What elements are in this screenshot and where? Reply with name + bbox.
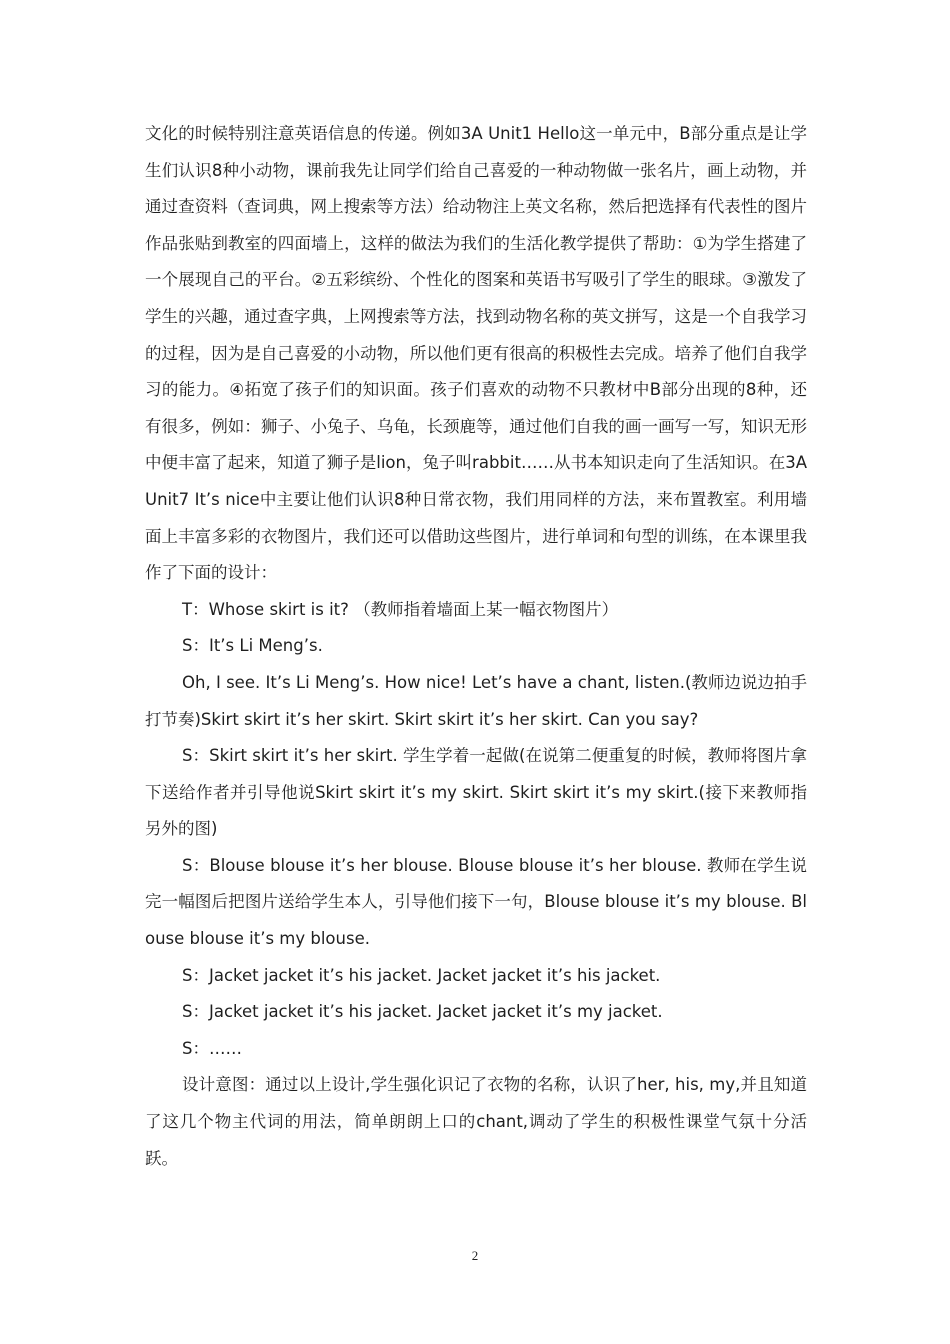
paragraph-student-blouse: S：Blouse blouse it’s her blouse. Blouse blouse it’s her blouse. 教师在学生说完一幅图后把图片送给学生本人，引导他们接下一句，Blouse blouse it’s my blouse. Blouse blouse it’s my blouse. (145, 855, 807, 949)
paragraph-design-intent: 设计意图：通过以上设计,学生强化识记了衣物的名称，认识了her, his, my,并且知道了这几个物主代词的用法，简单朗朗上口的chant,调动了学生的积极性课堂气氛十分活跃。 (145, 1075, 807, 1168)
paragraph-student-jacket-his: S：Jacket jacket it’s his jacket. Jacket jacket it’s his jacket. (182, 965, 661, 985)
document-body (145, 116, 807, 1177)
paragraph-intro: 文化的时候特别注意英语信息的传递。例如3A Unit1 Hello这一单元中，B部分重点是让学生们认识8种小动物，课前我先让同学们给自己喜爱的一种动物做一张名片，画上动物，并通过查资料（查词典，网上搜索等方法）给动物注上英文名称，然后把选择有代表性的图片作品张贴到教室的四面墙上，这样的做法为我们的生活化教学提供了帮助：①为学生搭建了一个展现自己的平台。②五彩缤纷、个性化的图案和英语书写吸引了学生的眼球。③激发了学生的兴趣，通过查字典，上网搜索等方法，找到动物名称的英文拼写，这是一个自我学习的过程，因为是自己喜爱的小动物，所以他们更有很高的积极性去完成。培养了他们自我学习的能力。④拓宽了孩子们的知识面。孩子们喜欢的动物不只教材中B部分出现的8种，还有很多，例如：狮子、小兔子、乌龟，长颈鹿等，通过他们自我的画一画写一写，知识无形中便丰富了起来，知道了狮子是lion，兔子叫rabbit……从书本知识走向了生活知识。在3A Unit7 It’s nice中主要让他们认识8种日常衣物，我们用同样的方法，来布置教室。利用墙面上丰富多彩的衣物图片，我们还可以借助这些图片，进行单词和句型的训练，在本课里我作了下面的设计： (145, 124, 807, 583)
paragraph-student-jacket-my: S：Jacket jacket it’s his jacket. Jacket jacket it’s my jacket. (182, 1002, 663, 1022)
paragraph-student-skirt: S：Skirt skirt it’s her skirt. 学生学着一起做(在说第二便重复的时候，教师将图片拿下送给作者并引导他说Skirt skirt it’s my skirt. Skirt skirt it’s my skirt.(接下来教师指另外的图) (145, 746, 807, 839)
paragraph-student-answer: S：It’s Li Meng’s. (182, 636, 323, 656)
paragraph-teacher-chant: Oh, I see. It’s Li Meng’s. How nice! Let’s have a chant, listen.(教师边说边拍手打节奏)Skirt skirt it’s her skirt. Skirt skirt it’s her skirt. Can you say? (145, 672, 807, 729)
paragraph-student-ellipsis: S：…… (182, 1038, 242, 1058)
paragraph-teacher-question: T：Whose skirt is it? （教师指着墙面上某一幅衣物图片） (182, 599, 619, 619)
page-number: 2 (471, 1248, 479, 1263)
